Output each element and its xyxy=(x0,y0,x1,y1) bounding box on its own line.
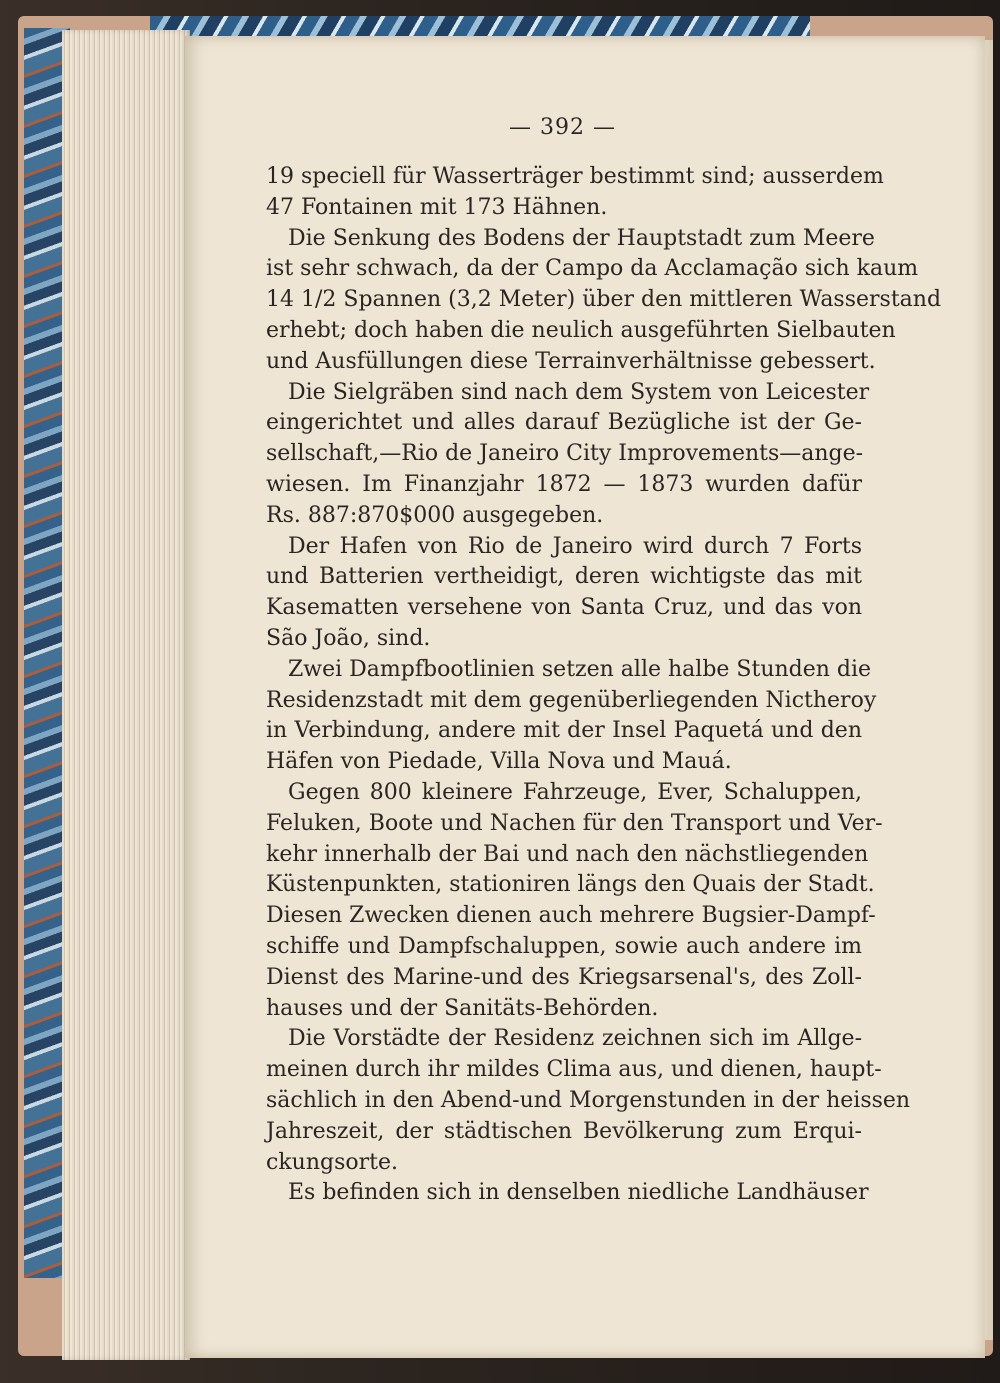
text-line: 19 speciell für Wasserträger bestimmt sind; ausserdem xyxy=(266,164,884,189)
text-line: sellschaft,—Rio de Janeiro City Improvements—ange- xyxy=(266,441,864,467)
text-line: Gegen 800 kleinere Fahrzeuge, Ever, Schaluppen, xyxy=(288,779,862,805)
text-line: Diesen Zwecken dienen auch mehrere Bugsier-Dampf- xyxy=(266,903,876,929)
text-line: Feluken, Boote und Nachen für den Transport und Ver- xyxy=(266,810,883,836)
text-line: Der Hafen von Rio de Janeiro wird durch 7 Forts xyxy=(288,533,862,559)
text-line: São João, sind. xyxy=(266,625,431,651)
text-line: kehr innerhalb der Bai und nach den nächstliegenden xyxy=(266,841,869,867)
text-line: Küstenpunkten, stationiren längs den Quais der Stadt. xyxy=(266,872,875,898)
text-line: sächlich in den Abend-und Morgenstunden in der heissen xyxy=(266,1087,911,1113)
text-line: und Batterien vertheidigt, deren wichtigste das mit xyxy=(266,564,862,590)
text-line: Häfen von Piedade, Villa Nova und Mauá. xyxy=(266,749,732,775)
text-line: Rs. 887:870$000 ausgegeben. xyxy=(266,502,604,528)
text-line: schiffe und Dampfschaluppen, sowie auch andere im xyxy=(266,933,862,959)
text-line: Es befinden sich in denselben niedliche Landhäuser xyxy=(288,1180,869,1206)
text-line: 14 1/2 Spannen (3,2 Meter) über den mittleren Wasserstand xyxy=(266,287,942,313)
page-number: — 392 — xyxy=(509,115,616,140)
text-line: Zwei Dampfbootlinien setzen alle halbe Stunden die xyxy=(288,656,872,682)
page-body-text xyxy=(266,162,942,1209)
text-line: Kasematten versehene von Santa Cruz, und das von xyxy=(266,595,862,621)
text-line: Die Senkung des Bodens der Hauptstadt zum Meere xyxy=(288,225,875,251)
text-line: hauses und der Sanitäts-Behörden. xyxy=(266,995,659,1021)
text-line: und Ausfüllungen diese Terrainverhältnisse gebessert. xyxy=(266,348,876,374)
page-stack-edges xyxy=(62,30,190,1360)
text-line: eingerichtet und alles darauf Bezügliche ist der Ge- xyxy=(266,410,862,436)
text-line: meinen durch ihr mildes Clima aus, und dienen, haupt- xyxy=(266,1057,882,1083)
text-line: Residenzstadt mit dem gegenüberliegenden Nictheroy xyxy=(266,687,877,713)
text-line: in Verbindung, andere mit der Insel Paquetá und den xyxy=(266,718,862,744)
text-line: ist sehr schwach, da der Campo da Acclamação sich kaum xyxy=(266,256,919,282)
text-line: erhebt; doch haben die neulich ausgeführten Sielbauten xyxy=(266,317,896,343)
text-line: Die Vorstädte der Residenz zeichnen sich im Allge- xyxy=(288,1026,862,1052)
text-line: Die Sielgräben sind nach dem System von Leicester xyxy=(288,379,870,405)
text-line: Dienst des Marine-und des Kriegsarsenal's, des Zoll- xyxy=(266,964,862,990)
text-line: ckungsorte. xyxy=(266,1149,398,1175)
text-line: wiesen. Im Finanzjahr 1872 — 1873 wurden dafür xyxy=(266,471,862,497)
text-line: Jahreszeit, der städtischen Bevölkerung zum Erqui- xyxy=(266,1118,862,1144)
text-line: 47 Fontainen mit 173 Hähnen. xyxy=(266,194,608,220)
